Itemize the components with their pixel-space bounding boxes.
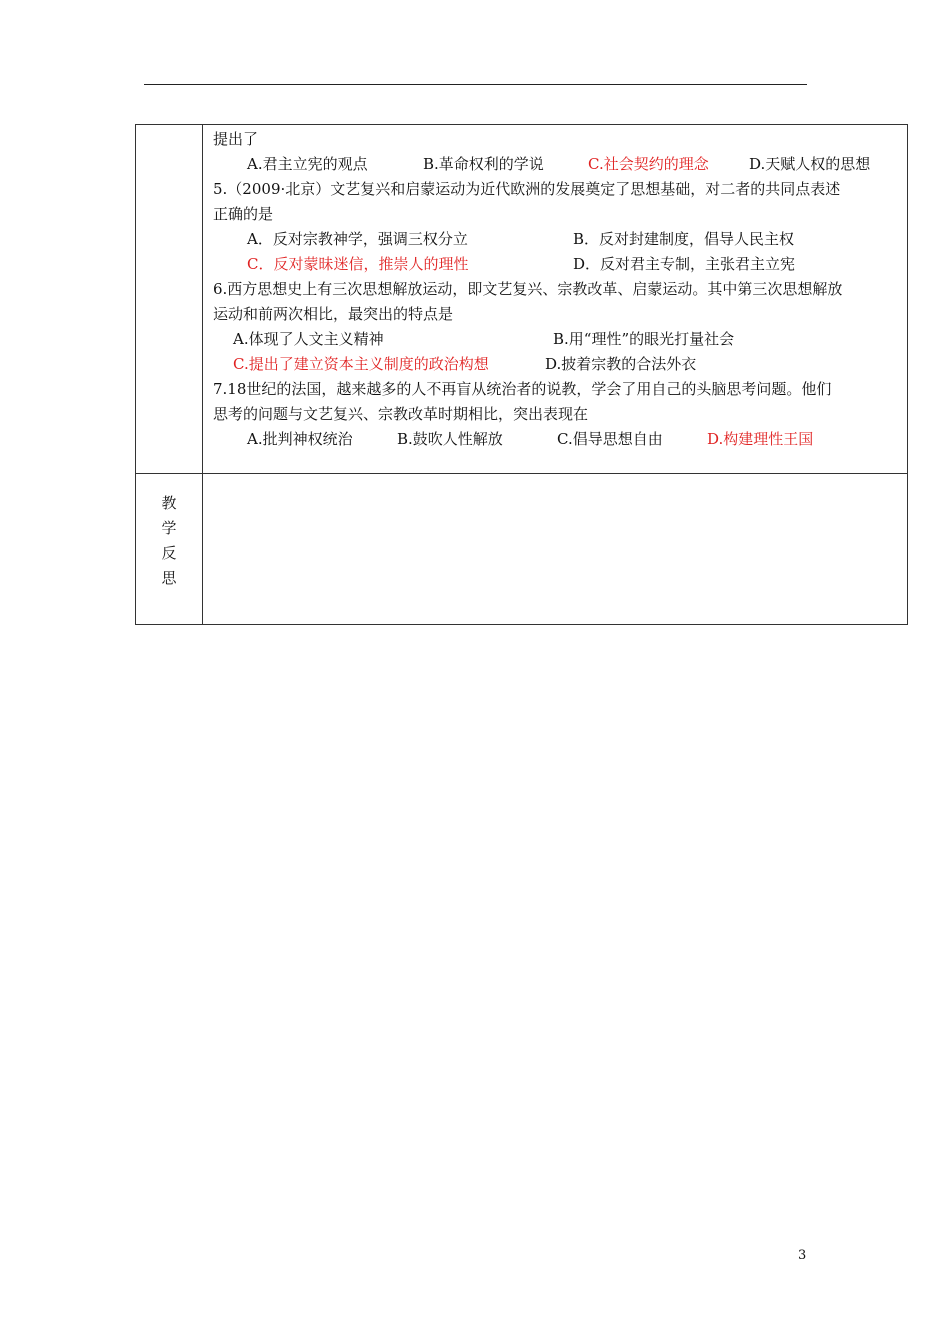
q5-option-c: C．反对蒙昧迷信，推崇人的理性 xyxy=(247,255,469,273)
q7-options xyxy=(213,427,901,452)
q6-option-a: A.体现了人文主义精神 xyxy=(233,330,384,348)
reflection-char-2: 学 xyxy=(161,519,177,537)
q7-stem-2: 思考的问题与文艺复兴、宗教改革时期相比，突出表现在 xyxy=(213,405,589,423)
q5-option-d: D．反对君主专制，主张君主立宪 xyxy=(573,255,796,273)
intro-tail: 提出了 xyxy=(213,130,259,148)
q5-options-row-2 xyxy=(213,252,901,277)
q4-options xyxy=(213,152,901,177)
exercise-label-cell xyxy=(136,125,203,474)
lesson-table xyxy=(135,124,908,625)
reflection-content-cell xyxy=(203,474,908,625)
reflection-char-4: 思 xyxy=(161,569,177,587)
q4-option-d: D.天赋人权的思想 xyxy=(749,155,871,173)
page-number: 3 xyxy=(798,1248,807,1263)
q5-option-b: B．反对封建制度，倡导人民主权 xyxy=(573,230,795,248)
q5-stem-1: 5.（2009·北京）文艺复兴和启蒙运动为近代欧洲的发展奠定了思想基础，对二者的共同点表述 xyxy=(213,180,841,198)
q5-options-row-1 xyxy=(213,227,901,252)
exercise-row xyxy=(136,125,908,474)
q7-option-c: C.倡导思想自由 xyxy=(557,430,663,448)
exercise-content-cell xyxy=(203,125,908,474)
q6-options-row-1 xyxy=(213,327,901,352)
header-rule xyxy=(144,84,807,85)
reflection-char-3: 反 xyxy=(161,544,177,562)
q4-option-a: A.君主立宪的观点 xyxy=(247,155,368,173)
q4-option-c: C.社会契约的理念 xyxy=(588,155,709,173)
reflection-label xyxy=(136,474,202,591)
q6-stem-2: 运动和前两次相比，最突出的特点是 xyxy=(213,305,454,323)
reflection-row xyxy=(136,474,908,625)
q6-stem-1: 6.西方思想史上有三次思想解放运动，即文艺复兴、宗教改革、启蒙运动。其中第三次思想解放 xyxy=(213,280,843,298)
q5-stem-2: 正确的是 xyxy=(213,205,274,223)
q5-option-a: A．反对宗教神学，强调三权分立 xyxy=(247,230,468,248)
reflection-char-1: 教 xyxy=(161,494,177,512)
q7-option-b: B.鼓吹人性解放 xyxy=(397,430,503,448)
q7-stem-1: 7.18世纪的法国，越来越多的人不再盲从统治者的说教，学会了用自己的头脑思考问题。他们 xyxy=(213,380,832,398)
q6-option-b: B.用“理性”的眼光打量社会 xyxy=(553,330,735,348)
q7-option-d: D.构建理性王国 xyxy=(707,430,814,448)
reflection-label-cell xyxy=(136,474,203,625)
q6-option-c: C.提出了建立资本主义制度的政治构想 xyxy=(233,355,489,373)
q6-options-row-2 xyxy=(213,352,901,377)
q6-option-d: D.披着宗教的合法外衣 xyxy=(545,355,697,373)
q7-option-a: A.批判神权统治 xyxy=(247,430,353,448)
q4-option-b: B.革命权利的学说 xyxy=(423,155,544,173)
